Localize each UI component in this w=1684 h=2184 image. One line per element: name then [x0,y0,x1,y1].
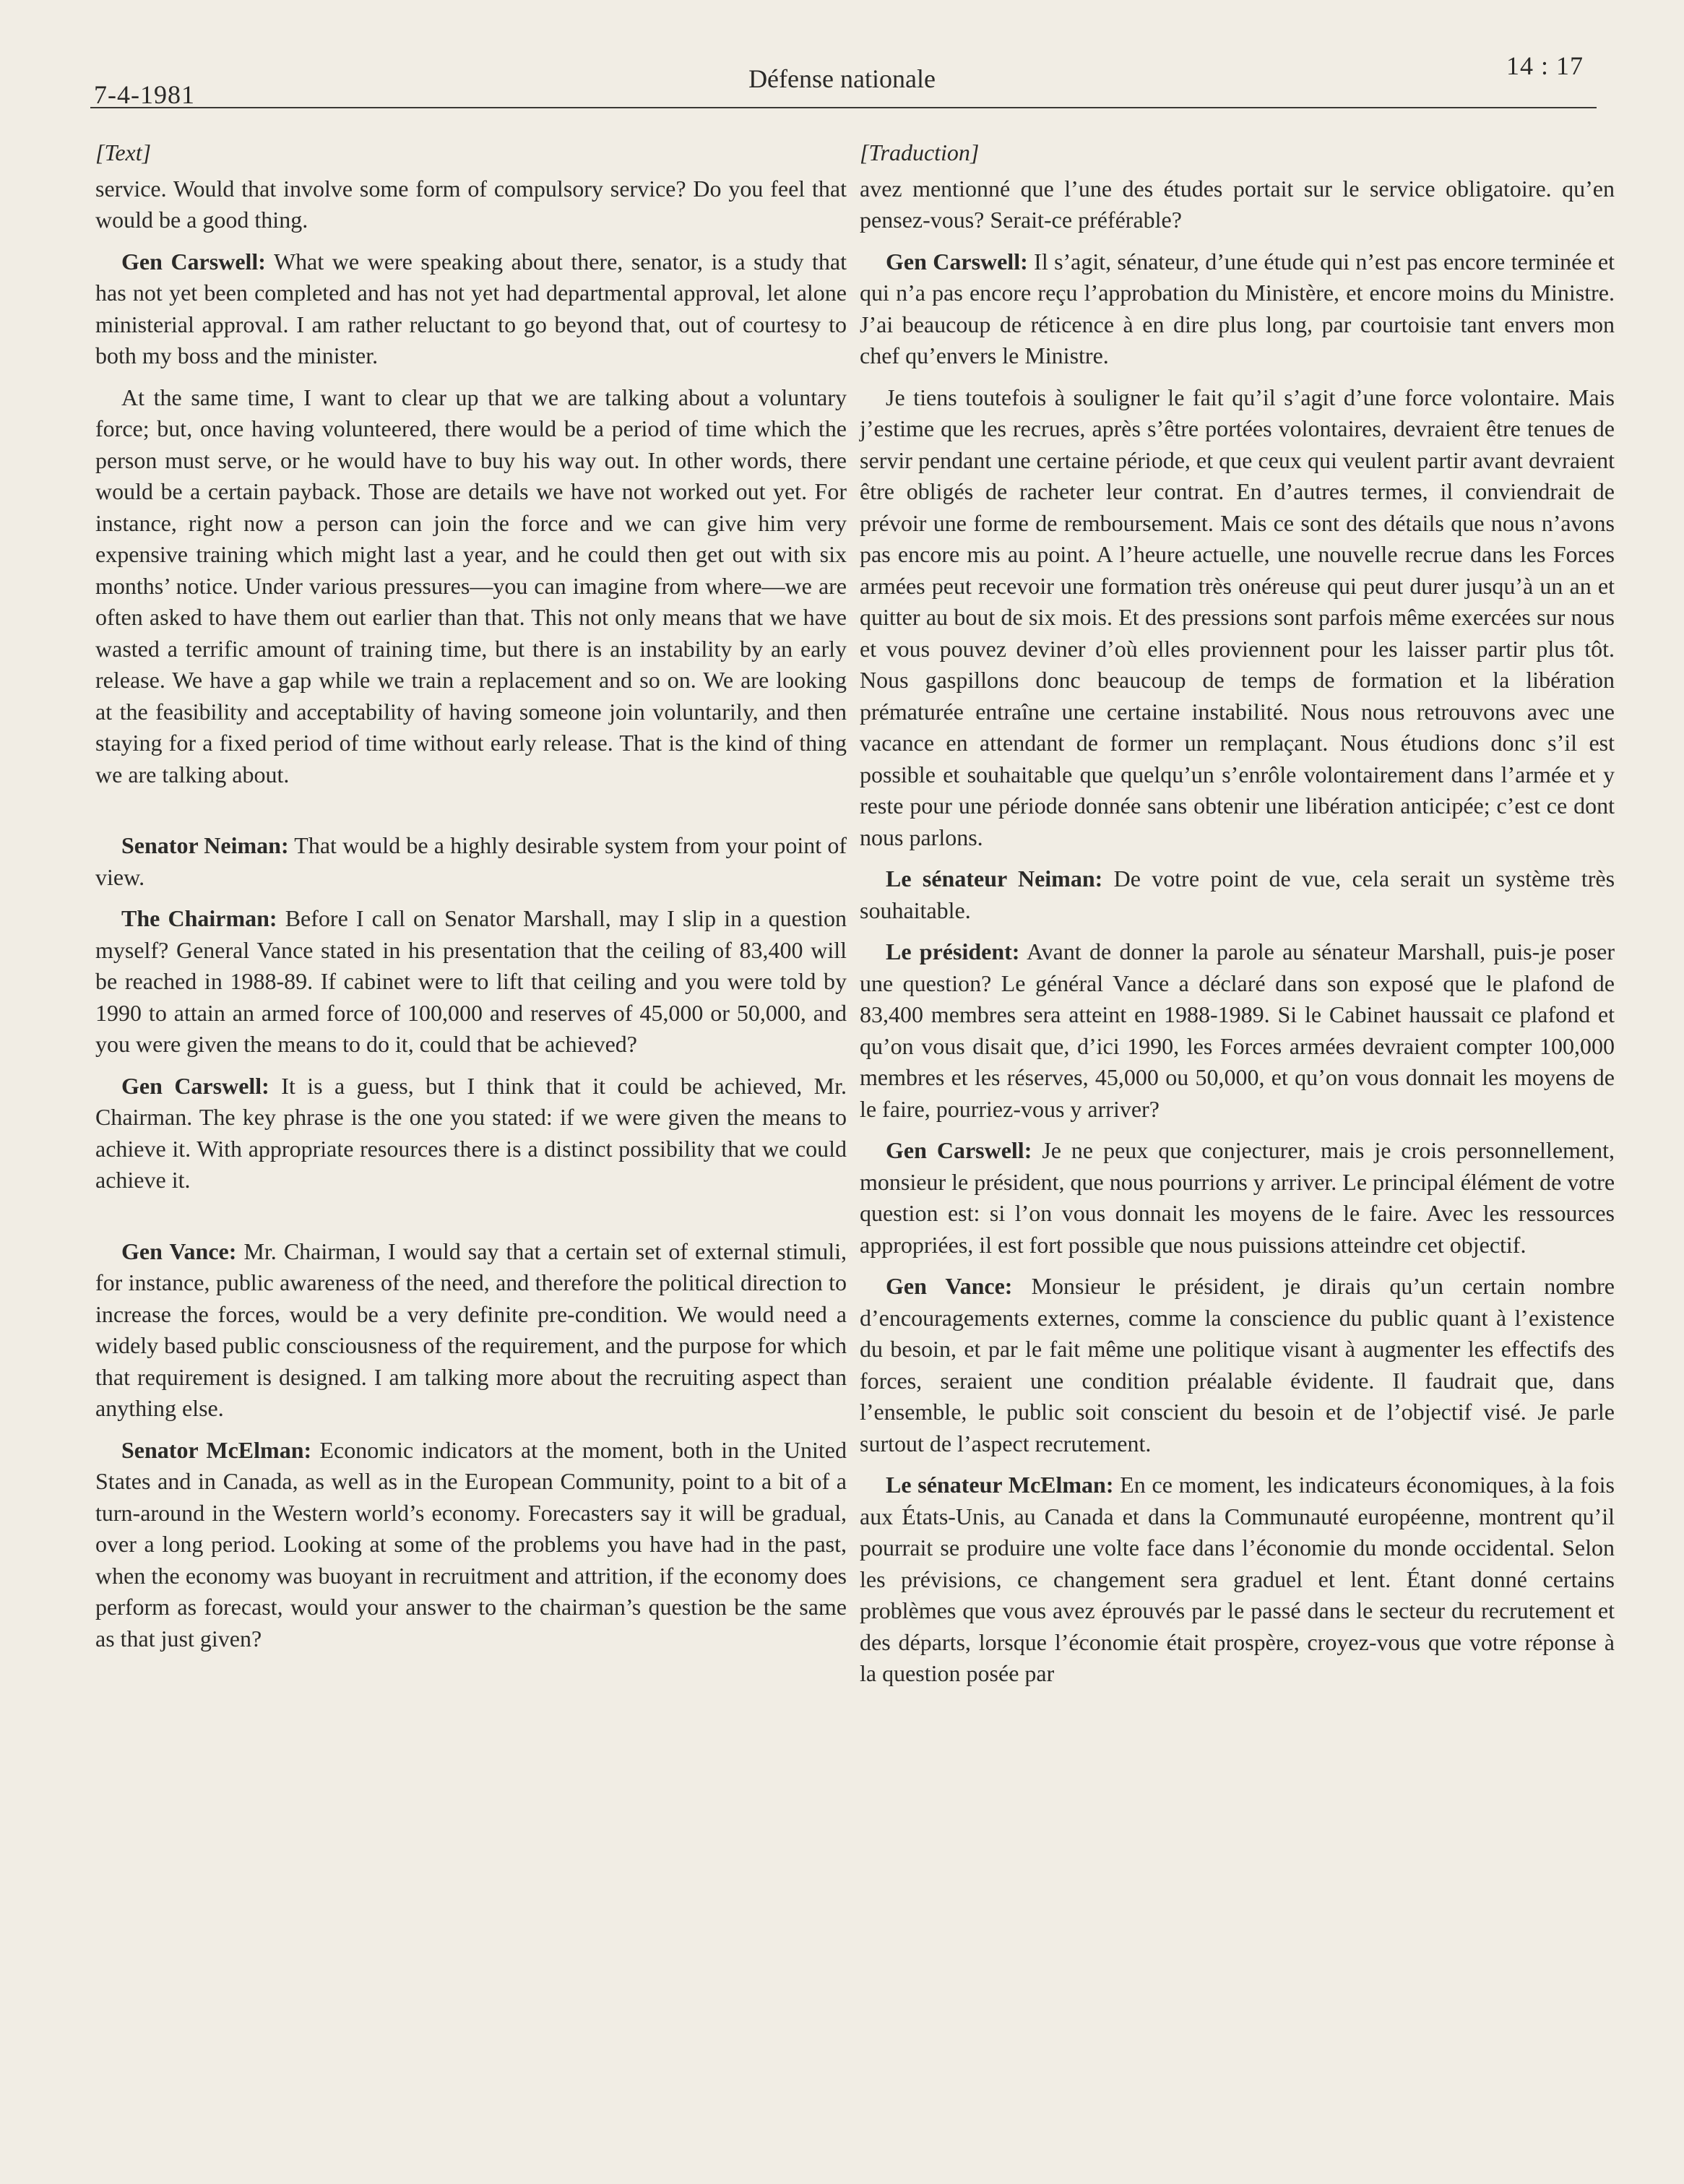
french-paragraph: Gen Carswell: Je ne peux que conjecturer, mais je crois personnellement, monsieur le président, que nous pourrions y arriver. Le principal élément de votre question est: si l’on vous donnait les moyens de le faire. Avec les ressources appropriées, il est fort possible que nous puissions atteindre cet objectif. [860,1137,1615,1258]
french-paragraph: Le président: Avant de donner la parole au sénateur Marshall, puis-je poser une question? Le général Vance a déclaré dans son exposé que le plafond de 83,400 membres sera atteint en 1988-1989. Si le Cabinet haussait ce plafond et qu’on vous disait que, d’ici 1990, les Forces armées devraient compter 100,000 membres et les réserves, 45,000 ou 50,000, et qu’on vous donnait les moyens de le faire, pourriez-vous y arriver? [860,938,1615,1122]
english-paragraph: Senator McElman: Economic indicators at the moment, both in the United States and in Canada, as well as in the European Community, point to a bit of a turn-around in the Western world’s economy. Forecasters say it will be gradual, over a long period. Looking at some of the problems you have had in the past, when the economy was buoyant in recruitment and attrition, if the economy does perform as forecast, would your answer to the chairman’s question be the same as that just given? [95,1436,847,1652]
english-paragraph: At the same time, I want to clear up that we are talking about a voluntary force; but, once having volunteered, there would be a period of time which the person must serve, or he would have to buy his way out. In other words, there would be a certain payback. Those are details we have not worked out yet. For instance, right now a person can join the force and we can give him very expensive training which might last a year, and he could then get out with six months’ notice. Under various pressures—you can imagine from where—we are often asked to have them out earlier than that. This not only means that we have wasted a terrific amount of training time, but there is an instability by an early release. We have a gap while we train a replacement and so on. We are looking at the feasibility and acceptability of having someone join voluntarily, and then staying for a fixed period of time without early release. That is the kind of thing we are talking about. [95,384,847,787]
header-rule [90,107,1597,108]
page-header [0,0,1684,116]
header-date: 7-4-1981 [94,80,195,109]
english-paragraph: Senator Neiman: That would be a highly desirable system from your point of view. [95,832,847,890]
speaker-name: Le président: [886,938,1020,964]
speaker-name: Gen Carswell: [121,1072,269,1099]
french-paragraph: Gen Vance: Monsieur le président, je dirais qu’un certain nombre d’encouragements externes, comme la conscience du public quant à l’existence du besoin, et par le fait même une politique visant à augmenter les effectifs des forces, seraient une condition préalable évidente. Il faudrait que, dans l’ensemble, le public soit conscient du besoin et de l’objectif visé. Je parle surtout de l’aspect recrutement. [860,1273,1615,1456]
french-paragraph: avez mentionné que l’une des études portait sur le service obligatoire. qu’en pensez-vous? Serait-ce préférable? [860,175,1615,233]
english-paragraph: Gen Carswell: What we were speaking about there, senator, is a study that has not yet been completed and has not yet had departmental approval, let alone ministerial approval. I am rather reluctant to go beyond that, out of courtesy to both my boss and the minister. [95,248,847,368]
english-paragraph: service. Would that involve some form of compulsory service? Do you feel that would be a good thing. [95,175,847,233]
speaker-name: Gen Carswell: [121,248,266,275]
french-column [860,137,1615,1690]
french-paragraph: Je tiens toutefois à souligner le fait qu’il s’agit d’une force volontaire. Mais j’estime que les recrues, après s’être portées volontaires, devraient être tenues de servir pendant une certaine période, et que ceux qui veulent partir avant devraient être obligés de racheter leur contrat. En d’autres termes, il conviendrait de prévoir une forme de remboursement. Mais ce sont des détails que nous n’avons pas encore mis au point. A l’heure actuelle, une nouvelle recrue dans les Forces armées peut recevoir une formation très onéreuse qui peut durer jusqu’à un an et quitter au bout de six mois. Et des pressions sont parfois même exercées sur nous et vous pouvez deviner d’où elles proviennent pour les laisser partir plus tôt. Nous gaspillons donc beaucoup de temps de formation et la libération prématurée entraîne une certaine instabilité. Nous nous retrouvons avec une vacance en attendant de former un remplaçant. Nous étudions donc s’il est possible et souhaitable que quelqu’un s’enrôle volontairement dans l’armée et y reste pour une période donnée sans obtenir une libération anticipée; c’est ce dont nous parlons. [860,384,1615,850]
french-label: [Traduction] [860,139,980,165]
english-paragraph: The Chairman: Before I call on Senator Marshall, may I slip in a question myself? General Vance stated in his presentation that the ceiling of 83,400 will be reached in 1988-89. If cabinet were to lift that ceiling and you were told by 1990 to attain an armed force of 100,000 and reserves of 45,000 or 50,000, and you were given the means to do it, could that be achieved? [95,905,847,1057]
french-paragraph: Le sénateur McElman: En ce moment, les indicateurs économiques, à la fois aux États-Unis, au Canada et dans la Communauté européenne, montrent qu’il pourrait se produire une volte face dans l’économie du monde occidental. Selon les prévisions, ce changement sera graduel et lent. Étant donné certains problèmes que vous avez éprouvés par le passé dans le secteur du recrutement et des départs, lorsque l’économie était prospère, croyez-vous que votre réponse à la question posée par [860,1472,1615,1686]
speaker-name: Le sénateur Neiman: [886,866,1103,892]
speaker-name: Gen Vance: [121,1238,237,1264]
speaker-name: Gen Carswell: [886,1137,1032,1163]
speaker-name: Gen Vance: [886,1273,1013,1299]
header-page-number: 14 : 17 [1506,51,1584,80]
speaker-name: Le sénateur McElman: [886,1472,1114,1498]
english-column [95,137,847,1654]
speaker-name: Gen Carswell: [886,248,1028,275]
english-paragraph: Gen Vance: Mr. Chairman, I would say that a certain set of external stimuli, for instance, public awareness of the need, and therefore the political direction to increase the forces, would be a very definite pre-condition. We would need a widely based public consciousness of the requirement, and the purpose for which that requirement is designed. I am talking more about the recruiting aspect than anything else. [95,1238,847,1421]
speaker-name: The Chairman: [121,905,277,931]
speaker-name: Senator Neiman: [121,832,289,858]
french-paragraph: Gen Carswell: Il s’agit, sénateur, d’une étude qui n’est pas encore terminée et qui n’a pas encore reçu l’approbation du Ministère, et encore moins du Ministre. J’ai beaucoup de réticence à en dire plus long, par courtoisie tant envers mon chef qu’envers le Ministre. [860,248,1615,368]
english-paragraph: Gen Carswell: It is a guess, but I think that it could be achieved, Mr. Chairman. The key phrase is the one you stated: if we were given the means to achieve it. With appropriate resources there is a distinct possibility that we could achieve it. [95,1072,847,1193]
english-label: [Text] [95,139,152,165]
french-paragraph: Le sénateur Neiman: De votre point de vue, cela serait un système très souhaitable. [860,866,1615,923]
speaker-name: Senator McElman: [121,1436,312,1463]
header-title: Défense nationale [748,64,936,93]
